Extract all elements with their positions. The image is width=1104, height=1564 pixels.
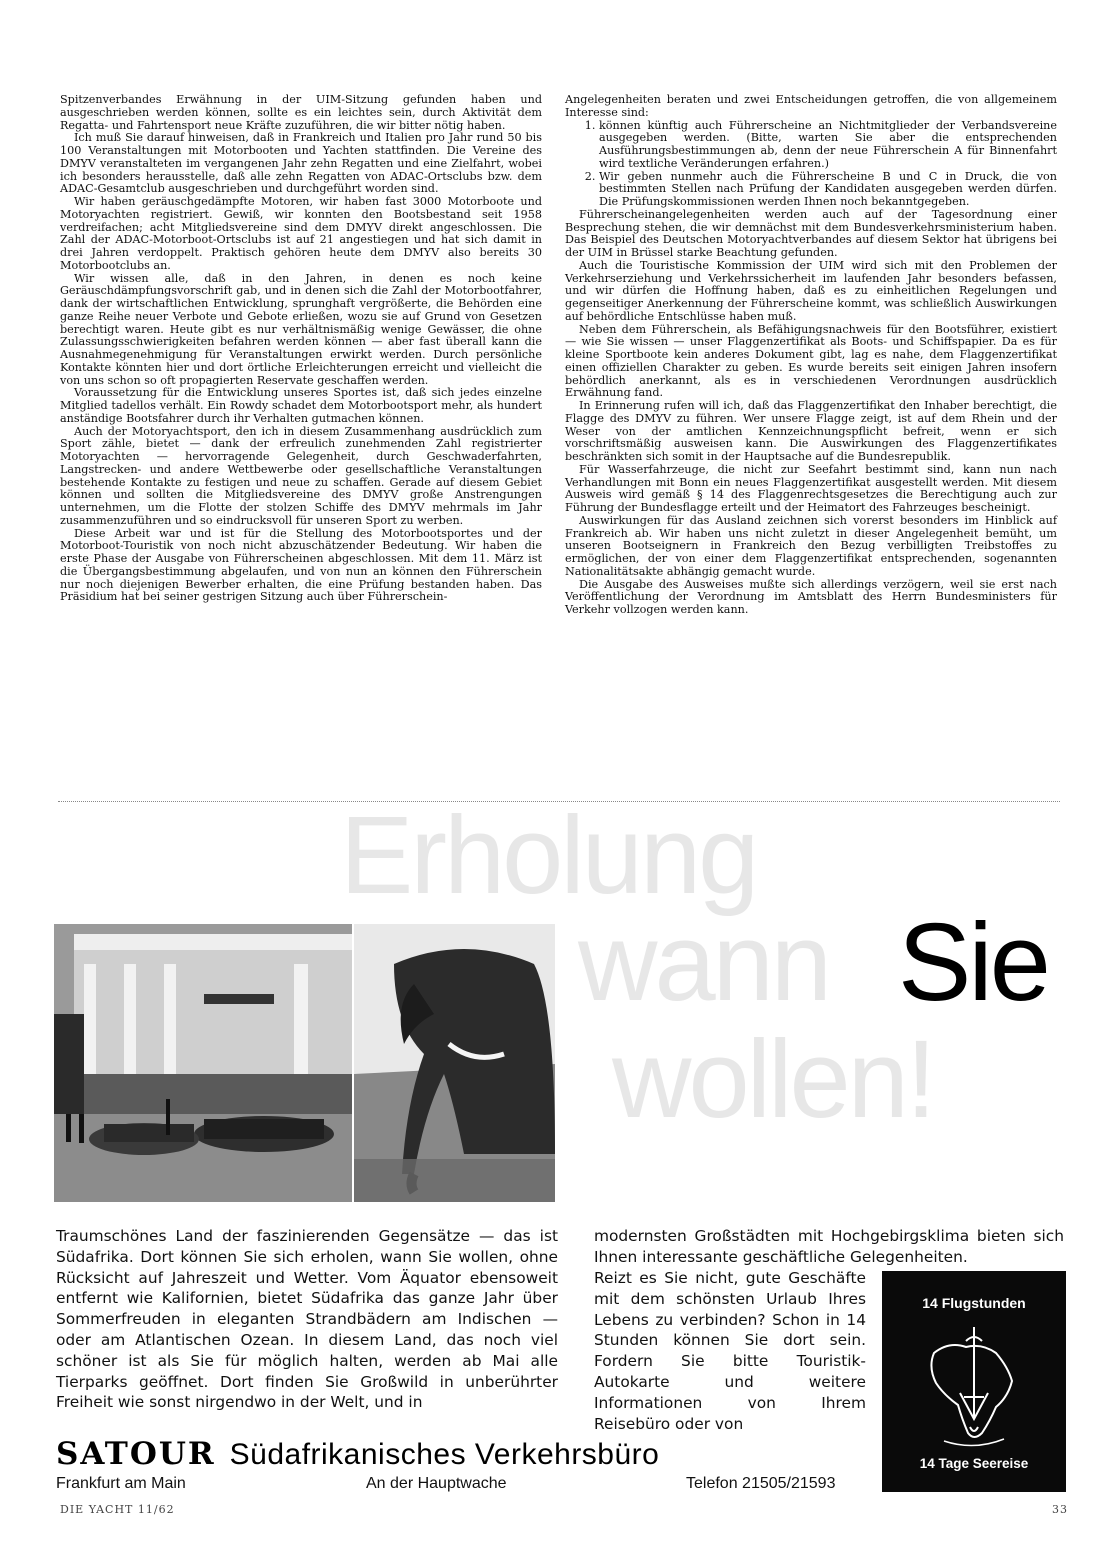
article-paragraph: Auch die Touristische Kommission der UIM wird sich mit den Problemen der Verkehrserziehung und Verkehrssicherheit im laufenden Jahr besonders befassen, und wir dürfen die Hoffnung haben, daß es zu einheitlichen Regelungen und gegenseitiger Anerkennung der Führerscheine kommt, was schließlich Auswirkungen auf behördliche Entschlüsse haben muß. [565,258,1057,323]
article-paragraph: Auswirkungen für das Ausland zeichnen sich vorerst besonders im Hinblick auf Frankreich ab. Wir haben uns nicht zuletzt in dieser Angelegenheit bemüht, um unseren Bootseignern in Frankreich den Bezug verbilligten Treibstoffes zu ermöglichen, der von einer dem Flaggenzertifikat entsprechenden, sogenannten Nationalitätsakte abhängig gemacht wurde. [565,513,1057,578]
article-paragraph: Voraussetzung für die Entwicklung unseres Sportes ist, daß sich jedes einzelne Mitglied tadellos verhält. Ein Rowdy schadet dem Motorbootsport mehr, als hundert anständige Bootsfahrer durch ihr Verhalten gutmachen können. [60,386,542,425]
ad-body-right-top-text: modernsten Großstädten mit Hochgebirgsklima bieten sich Ihnen interessante geschäftliche Gelegenheiten. [594,1227,1064,1266]
ad-headline-ghost-line3: wollen! [612,1018,934,1141]
hotel-photo-illustration [54,924,352,1202]
contact-phone: Telefon 21505/21593 [686,1475,836,1492]
article-column-left [60,94,542,604]
article-paragraph: Spitzenverbandes Erwähnung in der UIM-Sitzung gefunden haben und ausgeschrieben werden können, sollte es ein leichtes sein, durch Aktivität dem Regatta- und Fahrtensport neue Kräfte zuzuführen, die wir bitter nötig haben. [60,93,542,132]
list-item: 2. Wir geben nunmehr auch die Führerscheine B und C in Druck, die von bestimmten Stellen nach Prüfung der Kandidaten ausgegeben werden dürfen. Die Prüfungskommissionen werden Ihnen noch bekanntgegeben. [599,171,1057,209]
badge-sea-days: 14 Tage Seereise [919,1456,1029,1471]
ad-headline-ghost-line2: wann [578,901,829,1024]
advertiser-brand [56,1436,659,1476]
article-paragraph: Wir wissen alle, daß in den Jahren, in denen es noch keine Geräuschdämpfungsvorschrift gab, und in denen sich die Zahl der Motorbootfahrer, dank der wirtschaftlichen Entwicklung, sprunghaft vergrößerte, die Behörden eine ganze Reihe neuer Verbote und Gebote erließen, wozu sie auf Grund von Gesetzen berechtigt waren. Heute gibt es nur verhältnismäßig wenige Gewässer, die ohne Zulassungsschwierigkeiten befahren werden können — aber fast überall kann die Ausnahmegenehmigung für Veranstaltungen erwirkt werden. Durch persönliche Kontakte könnten hier und dort örtliche Erleichterungen erreicht und vielleicht die von uns schon so oft propagierten Reservate geschaffen werden. [60,271,542,387]
ad-headline-sie: Sie [898,901,1048,1024]
decision-list [565,120,1057,209]
article [60,94,1060,794]
article-paragraph: Angelegenheiten beraten und zwei Entscheidungen getroffen, die von allgemeinem Interesse sind: [565,93,1057,119]
ad-headline-ghost-line1: Erholung [340,794,757,917]
list-item: 1. können künftig auch Führerscheine an Nichtmitglieder der Verbandsvereine ausgegeben werden. (Bitte, warten Sie aber die entsprechenden Ausführungsbestimmungen ab, denn der neue Führerschein A für Binnenfahrt wird textliche Veränderungen erfahren.) [599,120,1057,171]
article-paragraph: In Erinnerung rufen will ich, daß das Flaggenzertifikat den Inhaber berechtigt, die Flagge des DMYV zu führen. Wer unsere Flagge zeigt, ist auf dem Rhein und der Weser von der amtlichen Kennzeichnungspflicht befreit, wenn er sich vorschriftsmäßig ausweisen kann. Die Auswirkungen des Flaggenzertifikates beschränkten sich somit in der Hauptsache auf die Bundesrepublik. [565,399,1057,463]
article-paragraph: Für Wasserfahrzeuge, die nicht zur Seefahrt bestimmt sind, kann nun nach Verhandlungen mit Bonn ein neues Flaggenzertifikat ausgestellt werden. Mit diesem Ausweis wird gemäß § 14 des Flaggenrechtsgesetzes die Berechtigung auch zur Führung der Bundesflagge erteilt und der Heimatort des Fahrzeuges bescheinigt. [565,462,1057,514]
ad-body-right-top [594,1226,1064,1268]
article-column-right [565,94,1057,617]
footer-page-number: 33 [1052,1503,1068,1516]
article-paragraph: Neben dem Führerschein, als Befähigungsnachweis für den Bootsführer, existiert — wie Sie wissen — unser Flaggenzertifikat als Boots- und Schiffspapier. Da es für kleine Sportboote kein anderes Dokument gibt, lag es nahe, dem Flaggenzertifikat einen offiziellen Charakter zu geben. Es wurde bereits seit einigen Jahren insofern behördlich anerkannt, als es in verschiedenen Verordnungen ausdrücklich Erwähnung fand. [565,322,1057,400]
article-paragraph: Führerscheinangelegenheiten werden auch auf der Tagesordnung einer Besprechung stehen, die wir demnächst mit dem Bundesverkehrsministerium haben. Das Beispiel des Deutschen Motoryachtverbandes auf diesem Sektor hat übrigens bei der UIM in Brüssel starke Beachtung gefunden. [565,207,1057,259]
ad-body-right-bottom [594,1268,866,1434]
article-paragraph: Die Ausgabe des Ausweises mußte sich allerdings verzögern, weil sie erst nach Veröffentlichung der Verordnung im Amtsblatt des Herrn Bundesministers für Verkehr vollzogen werden kann. [565,577,1057,616]
article-paragraph: Auch der Motoryachtsport, den ich in diesem Zusammenhang ausdrücklich zum Sport zähle, bietet — dank der erfreulich zunehmenden Zahl registrierter Motoryachten — hervorragende Gelegenheit, durch Geschwaderfahrten, Langstrecken- und andere Wettbewerbe oder gesellschaftliche Veranstaltungen bestehende Kontakte zu festigen und neue zu schaffen. Gerade auf diesem Gebiet können und sollten die Mitgliedsvereine des DMYV große Anstrengungen unternehmen, um die Flotte der stolzen Schiffe des DMYV mehrmals im Jahr zusammenzuführen und so eindrucksvoll für unseren Sport zu werben. [60,424,542,527]
brand-tagline: Südafrikanisches Verkehrsbüro [229,1438,660,1471]
ad-body-left-text: Traumschönes Land der faszinierenden Gegensätze — das ist Südafrika. Dort können Sie sich erholen, wann Sie wollen, ohne Rücksicht auf Jahreszeit und Wetter. Vom Äquator ebensoweit entfernt wie Kalifornien, bietet Südafrika das ganze Jahr über Sommerfreuden in eleganten Strandbädern am Indischen — oder am Atlantischen Ozean. In diesem Land, das noch viel schöner ist als Sie für möglich halten, werden ab Mai alle Tierparks geöffnet. Dort finden Sie Großwild in unberührter Freiheit wie sonst nirgendwo in der Welt, und in [56,1227,558,1412]
footer-magazine-issue: DIE YACHT 11/62 [60,1503,175,1516]
africa-map-icon [904,1323,1044,1453]
hotel-street-photo [54,924,352,1202]
elephant-photo-illustration [354,924,555,1202]
travel-badge [882,1271,1066,1492]
ad-body-left [56,1226,558,1413]
contact-address: An der Hauptwache [366,1475,507,1492]
article-paragraph: Ich muß Sie darauf hinweisen, daß in Frankreich und Italien pro Jahr rund 50 bis 100 Veranstaltungen mit Motorbooten und Yachten stattfinden. Die Vereine des DMYV veranstalteten im vergangenen Jahr zehn Regatten und eine Zielfahrt, wobei ich besonders herausstelle, daß alle zehn Regatten von ADAC-Ortsclubs bzw. dem ADAC-Gesamtclub ausgeschrieben und durchgeführt worden sind. [60,131,542,196]
contact-city: Frankfurt am Main [56,1475,186,1492]
satour-logo: SATOUR [56,1436,216,1472]
article-paragraph: Diese Arbeit war und ist für die Stellung des Motorbootsportes und der Motorboot-Touristik von noch nicht abzuschätzender Bedeutung. Wir haben die erste Phase der Ausgabe von Führerscheinen abgeschlossen. Mit dem 11. März ist die Übergangsbestimmung abgelaufen, und von nun an können den Führerschein nur noch diejenigen Bewerber erhalten, die eine Prüfung bestanden haben. Das Präsidium hat bei seiner gestrigen Sitzung auch über Führerschein- [60,526,542,604]
badge-flight-hours: 14 Flugstunden [922,1295,1026,1311]
elephant-photo [354,924,555,1202]
ad-body-right-bottom-text: Reizt es Sie nicht, gute Geschäfte mit dem schönsten Urlaub Ihres Lebens zu verbinden? Schon in 14 Stunden können Sie dort sein. Fordern Sie bitte Touristik-Autokarte und weitere Informationen von Ihrem Reisebüro oder von [594,1269,866,1433]
article-paragraph: Wir haben geräuschgedämpfte Motoren, wir haben fast 3000 Motorboote und Motoryachten registriert. Gewiß, wir konnten den Bootsbestand seit 1958 verdreifachen; acht Mitgliedsvereine sind dem DMYV direkt angeschlossen. Die Zahl der ADAC-Motorboot-Ortsclubs ist auf 21 angestiegen und hat sich damit in drei Jahren verdoppelt. Praktisch gehören heute dem DMYV also bereits 30 Motorbootclubs an. [60,195,542,272]
